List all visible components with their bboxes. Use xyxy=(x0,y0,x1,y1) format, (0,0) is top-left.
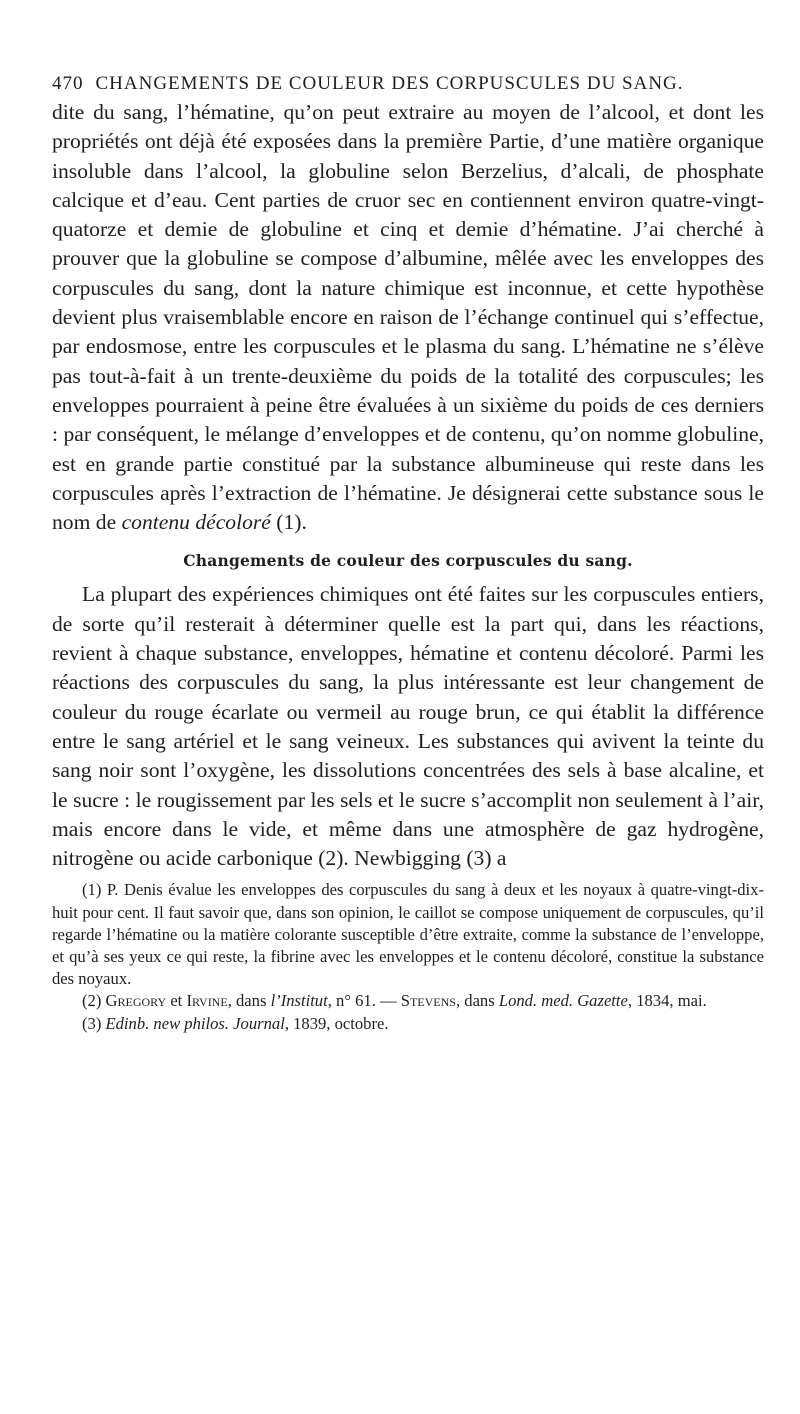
journal-edinburgh: Edinb. new philos. Journal xyxy=(105,1013,285,1033)
footnote-1: (1) P. Denis évalue les enveloppes des corpuscules du sang à deux et les noyaux à quatre-vingt-dix-huit pour cent. Il faut savoir que, dans son opinion, le caillot se compose uniquement de corpuscules, qu’il regarde l’hématine ou la matière colorante susceptible d’être extraite, comme la substance de l’enveloppe, et qu’à ses yeux ce qui reste, la fibrine avec les enveloppes et le contenu décoloré, constitue la substance des noyaux. xyxy=(52,880,764,989)
running-header xyxy=(52,72,764,96)
journal-institut: l’Institut xyxy=(270,991,328,1011)
footnote-2-mid2: , n° 61. — xyxy=(327,991,401,1011)
footnote-2-and: et xyxy=(166,991,187,1011)
footnote-3-prefix: (3) xyxy=(82,1013,106,1033)
paragraph: La plupart des expériences chimiques ont été faites sur les corpuscules entiers, de sorte qu’il resterait à déterminer quelle est la part qui, dans les réactions, revient à chaque substance, enveloppes, hématine et contenu décoloré. Parmi les réactions des corpuscules du sang, la plus intéressante est leur changement de couleur du rouge écarlate ou vermeil au rouge brun, ce qui établit la différence entre le sang artériel et le sang veineux. Les substances qui avivent la teinte du sang noir sont l’oxygène, les dissolutions concentrées des sels à base alcaline, et le sucre : le rougissement par les sels et le sucre s’accomplit non seulement à l’air, mais encore dans le vide, et même dans une atmosphère de gaz hydrogène, nitrogène ou acide carbonique (2). Newbigging (3) a xyxy=(52,582,764,871)
footnote-3 xyxy=(52,1013,764,1035)
footnote-2-mid3: , dans xyxy=(455,991,499,1011)
paragraph1-text: dite du sang, l’hématine, qu’on peut extraire au moyen de l’alcool, et dont les propriétés ont déjà été exposées dans la première Partie, d’une matière organique insoluble dans l’alcool, la globuline selon Berzelius, d’alcali, de phosphate calcique et d’eau. Cent parties de cruor sec en contiennent environ quatre-vingt-quatorze et demie de globuline et cinq et demie d’hématine. J’ai cherché à prouver que la globuline se compose d’albumine, mêlée avec les enveloppes des corpuscules du sang, dont la nature chimique est inconnue, et cette hypothèse devient plus vraisemblable encore en raison de l’échange continuel qui s’effectue, par endosmose, entre les corpuscules et le plasma du sang. L’hématine ne s’élève pas tout-à-fait à un trente-deuxième du poids de la totalité des corpuscules; les enveloppes pourraient à peine être évaluées à un sixième du poids de ces derniers : par conséquent, le mélange d’enveloppes et de contenu, qu’on nomme globuline, est en grande partie constitué par la substance albumineuse qui reste dans les corpuscules après l’extraction de l’hématine. Je désignerai cette substance sous le nom de xyxy=(52,100,764,535)
footnote-2-mid: , dans xyxy=(227,991,271,1011)
footnote-2 xyxy=(52,990,764,1012)
author-gregory: Gregory xyxy=(105,991,167,1011)
footnotes xyxy=(52,879,764,1034)
footnote-2-end: , 1834, mai. xyxy=(627,991,707,1011)
paragraph1-end: (1). xyxy=(270,510,307,535)
running-title: CHANGEMENTS DE COULEUR DES CORPUSCULES DU SANG. xyxy=(95,73,684,94)
footnote-2-prefix: (2) xyxy=(82,991,106,1011)
footnote-3-end: , 1839, octobre. xyxy=(284,1013,389,1033)
paragraph-continued xyxy=(52,98,764,537)
body-text xyxy=(52,98,764,873)
journal-london-gazette: Lond. med. Gazette xyxy=(498,991,628,1011)
document-page xyxy=(52,72,764,1035)
author-stevens: Stevens xyxy=(400,991,456,1011)
italic-term: contenu décoloré xyxy=(121,510,271,535)
page-number: 470 xyxy=(52,73,84,94)
section-heading: Changements de couleur des corpuscules du sang. xyxy=(183,551,633,571)
author-irvine: Irvine xyxy=(186,991,228,1011)
